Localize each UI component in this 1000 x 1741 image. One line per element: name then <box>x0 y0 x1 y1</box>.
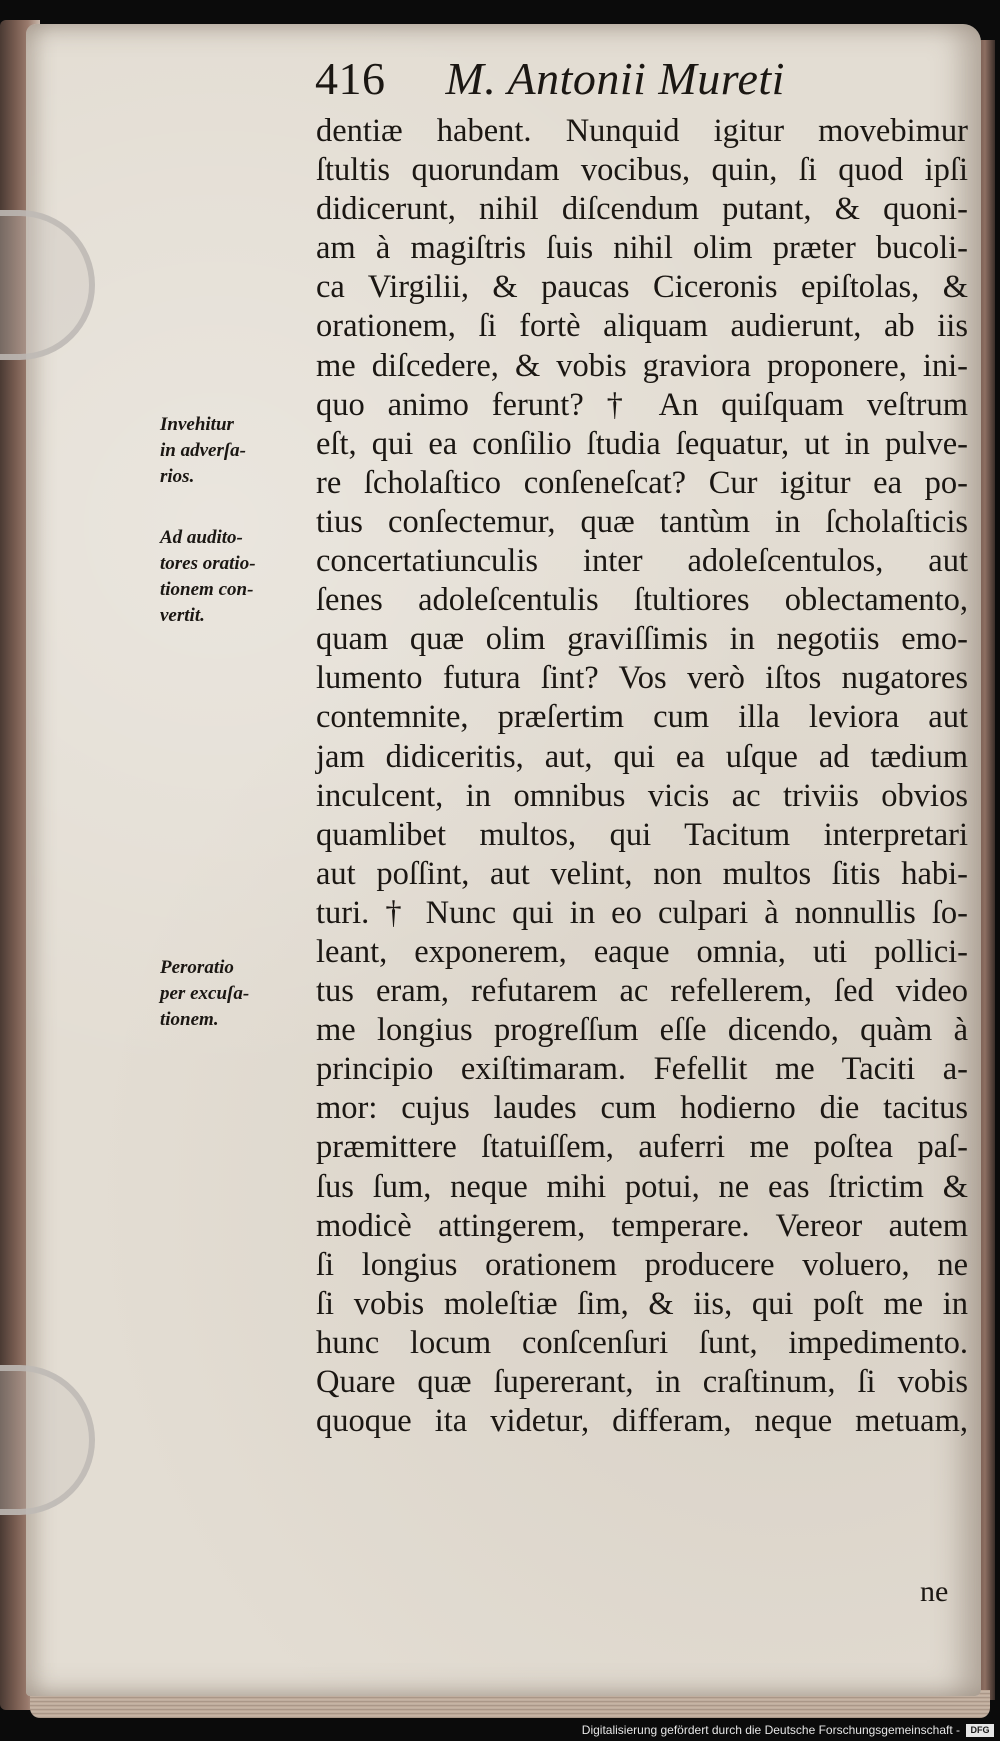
page-number: 416 <box>315 53 386 104</box>
text-line: lumento futura ſint? Vos verò iſtos nugatores <box>316 660 968 697</box>
margin-note-line: Ad audito- <box>160 527 243 548</box>
page-header <box>315 52 955 105</box>
text-line: ſi longius orationem producere voluero, ne <box>316 1246 968 1283</box>
margin-note-line: in adverſa- <box>160 440 247 461</box>
margin-note-line: vertit. <box>160 605 205 626</box>
text-line: inculcent, in omnibus vicis ac triviis obvios <box>316 777 968 814</box>
text-line: contemnite, præſertim cum illa leviora aut <box>316 699 968 736</box>
text-line: me longius progreſſum eſſe dicendo, quàm à <box>316 1012 968 1049</box>
dfg-logo-icon: DFG <box>966 1724 994 1737</box>
margin-note-line: tores oratio- <box>160 553 256 574</box>
margin-note-line: Invehitur <box>160 414 234 435</box>
text-line: re ſcholaſtico conſeneſcat? Cur igitur ea po- <box>316 464 968 501</box>
text-line: ſus ſum, neque mihi potui, ne eas ſtrictim & <box>316 1168 968 1205</box>
text-line: leant, exponerem, eaque omnia, uti pollici- <box>316 933 968 970</box>
text-line: principio exiſtimaram. Fefellit me Taciti a- <box>316 1051 968 1088</box>
text-line: aut poſſint, aut velint, non multos ſitis habi- <box>316 855 968 892</box>
running-head: M. Antonii Mureti <box>445 53 785 104</box>
margin-note-line: tionem. <box>160 1009 219 1030</box>
text-line: modicè attingerem, temperare. Vereor autem <box>316 1207 968 1244</box>
credit-text: Digitalisierung gefördert durch die Deutsche Forschungsgemeinschaft - <box>581 1723 960 1737</box>
text-line: hunc locum conſcenſuri ſunt, impedimento. <box>316 1324 968 1361</box>
catchword: ne <box>920 1575 949 1608</box>
text-line: tius conſectemur, quæ tantùm in ſcholaſticis <box>316 503 968 540</box>
text-line: turi. † Nunc qui in eo culpari à nonnullis ſo- <box>316 894 968 931</box>
text-line: eſt, qui ea conſilio ſtudia ſequatur, ut in pulve- <box>316 425 968 462</box>
text-line: præmittere ſtatuiſſem, auferri me poſtea paſ- <box>316 1129 968 1166</box>
digitization-credit <box>0 1720 1000 1741</box>
text-line: quoque ita videtur, differam, neque metuam, <box>316 1403 968 1440</box>
text-line: quam quæ olim graviſſimis in negotiis emo- <box>316 621 968 658</box>
text-line: ſtultis quorundam vocibus, quin, ſi quod ipſi <box>316 152 968 189</box>
text-line: dentiæ habent. Nunquid igitur movebimur <box>316 113 968 149</box>
margin-note-ad-auditores <box>160 525 310 629</box>
text-line: mor: cujus laudes cum hodierno die tacitus <box>316 1090 968 1127</box>
margin-note-line: tionem con- <box>160 579 254 600</box>
margin-note-line: Peroratio <box>160 957 234 978</box>
text-line: quo animo ferunt? † An quiſquam veſtrum <box>316 386 968 423</box>
text-line: concertatiunculis inter adoleſcentulos, aut <box>316 543 968 580</box>
text-line: tus eram, refutarem ac refellerem, ſed video <box>316 973 968 1010</box>
margin-note-peroratio <box>160 955 310 1033</box>
text-line: quamlibet multos, qui Tacitum interpretari <box>316 816 968 853</box>
text-line: Quare quæ ſupererant, in craſtinum, ſi vobis <box>316 1364 968 1400</box>
margin-note-line: per excuſa- <box>160 983 250 1004</box>
margin-note-invehitur <box>160 412 310 490</box>
text-line: jam didiceritis, aut, qui ea uſque ad tædium <box>316 738 968 775</box>
body-text <box>316 112 968 1441</box>
text-line: ca Virgilii, & paucas Ciceronis epiſtolas, & <box>316 269 968 306</box>
text-line: ſenes adoleſcentulis ſtultiores oblectamento, <box>316 582 968 619</box>
text-line: am à magiſtris ſuis nihil olim præter bucoli- <box>316 230 968 267</box>
text-line: orationem, ſi fortè aliquam audierunt, ab iis <box>316 308 968 345</box>
margin-note-line: rios. <box>160 466 195 487</box>
text-line: me diſcedere, & vobis graviora proponere, ini- <box>316 347 968 384</box>
text-line: ſi vobis moleſtiæ ſim, & iis, qui poſt me in <box>316 1285 968 1322</box>
text-line: didicerunt, nihil diſcendum putant, & quoni- <box>316 191 968 228</box>
